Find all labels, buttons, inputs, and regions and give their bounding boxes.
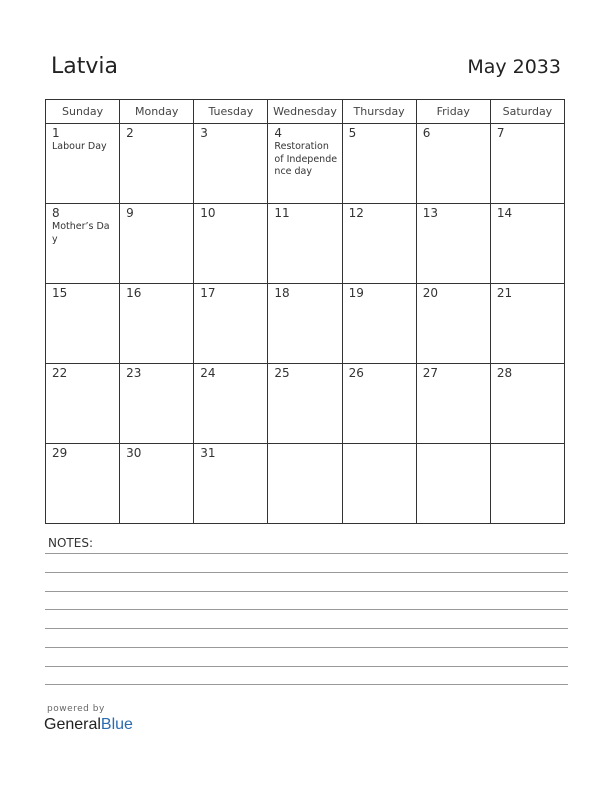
day-number: 22	[52, 366, 68, 380]
day-cell	[342, 444, 416, 524]
day-cell	[416, 284, 490, 364]
note-line	[45, 553, 568, 554]
day-cell	[490, 204, 564, 284]
day-number: 30	[126, 446, 142, 460]
day-number: 9	[126, 206, 134, 220]
day-cell	[490, 444, 564, 524]
week-row	[46, 284, 565, 364]
note-line	[45, 684, 568, 685]
day-cell	[268, 204, 342, 284]
day-cell	[46, 124, 120, 204]
day-number: 29	[52, 446, 68, 460]
logo-blue-text: Blue	[100, 716, 133, 733]
day-cell	[342, 284, 416, 364]
day-number: 2	[126, 126, 134, 140]
week-row	[46, 444, 565, 524]
note-line	[45, 609, 568, 610]
weekday-sunday: Sunday	[46, 100, 120, 124]
day-cell	[268, 124, 342, 204]
day-cell	[46, 284, 120, 364]
notes-label: NOTES:	[48, 536, 93, 550]
day-number: 12	[348, 206, 364, 220]
day-number: 5	[348, 126, 357, 140]
generalblue-logo	[44, 716, 133, 734]
day-number: 26	[348, 366, 364, 380]
day-number: 25	[274, 366, 290, 380]
day-cell	[120, 444, 194, 524]
day-number: 17	[200, 286, 216, 300]
calendar-grid	[45, 99, 565, 524]
day-cell	[268, 284, 342, 364]
day-number: 6	[422, 126, 431, 140]
day-cell	[194, 124, 268, 204]
week-row	[46, 364, 565, 444]
powered-by-text: powered by	[47, 704, 105, 714]
weekday-thursday: Thursday	[342, 100, 416, 124]
day-number: 16	[126, 286, 142, 300]
weekday-monday: Monday	[120, 100, 194, 124]
day-number: 11	[274, 206, 290, 220]
day-cell	[342, 364, 416, 444]
day-cell	[120, 364, 194, 444]
day-cell	[416, 124, 490, 204]
day-number: 4	[274, 126, 283, 140]
day-number: 15	[52, 286, 68, 300]
holiday-label: Restoration of Independence day	[274, 141, 338, 177]
day-cell	[342, 124, 416, 204]
day-number: 8	[52, 206, 60, 220]
day-cell	[416, 204, 490, 284]
day-number: 24	[200, 366, 216, 380]
note-line	[45, 572, 568, 573]
day-number: 3	[200, 126, 208, 140]
day-cell	[194, 284, 268, 364]
weekday-tuesday: Tuesday	[194, 100, 268, 124]
day-number: 20	[422, 286, 438, 300]
day-cell	[194, 364, 268, 444]
day-number: 10	[200, 206, 216, 220]
day-number: 7	[496, 126, 505, 140]
day-cell	[490, 284, 564, 364]
week-row	[46, 124, 565, 204]
holiday-label: Labour Day	[52, 141, 107, 152]
month-year-title: May 2033	[467, 56, 561, 78]
day-number: 23	[126, 366, 142, 380]
weekday-saturday: Saturday	[490, 100, 564, 124]
day-cell	[194, 444, 268, 524]
day-number: 13	[422, 206, 438, 220]
day-number: 18	[274, 286, 290, 300]
note-line	[45, 628, 568, 629]
weekday-wednesday: Wednesday	[268, 100, 342, 124]
day-cell	[268, 364, 342, 444]
day-cell	[46, 444, 120, 524]
day-cell	[46, 364, 120, 444]
day-cell	[490, 364, 564, 444]
day-cell	[416, 444, 490, 524]
note-line	[45, 591, 568, 592]
day-cell	[342, 204, 416, 284]
logo-general-text: General	[44, 716, 101, 733]
day-number: 1	[52, 126, 60, 140]
day-cell	[490, 124, 564, 204]
day-number: 19	[348, 286, 364, 300]
day-cell	[46, 204, 120, 284]
day-cell	[120, 124, 194, 204]
day-number: 31	[200, 446, 216, 460]
day-number: 27	[422, 366, 438, 380]
day-cell	[416, 364, 490, 444]
note-line	[45, 647, 568, 648]
weekday-friday: Friday	[416, 100, 490, 124]
day-cell	[120, 284, 194, 364]
day-cell	[268, 444, 342, 524]
day-cell	[194, 204, 268, 284]
day-number: 21	[496, 286, 513, 300]
holiday-label: Mother’s Day	[52, 221, 110, 245]
note-line	[45, 666, 568, 667]
week-row	[46, 204, 565, 284]
day-number: 28	[496, 366, 513, 380]
day-number: 14	[496, 206, 513, 220]
day-cell	[120, 204, 194, 284]
weekday-header-row	[46, 100, 565, 124]
country-title: Latvia	[51, 54, 118, 79]
